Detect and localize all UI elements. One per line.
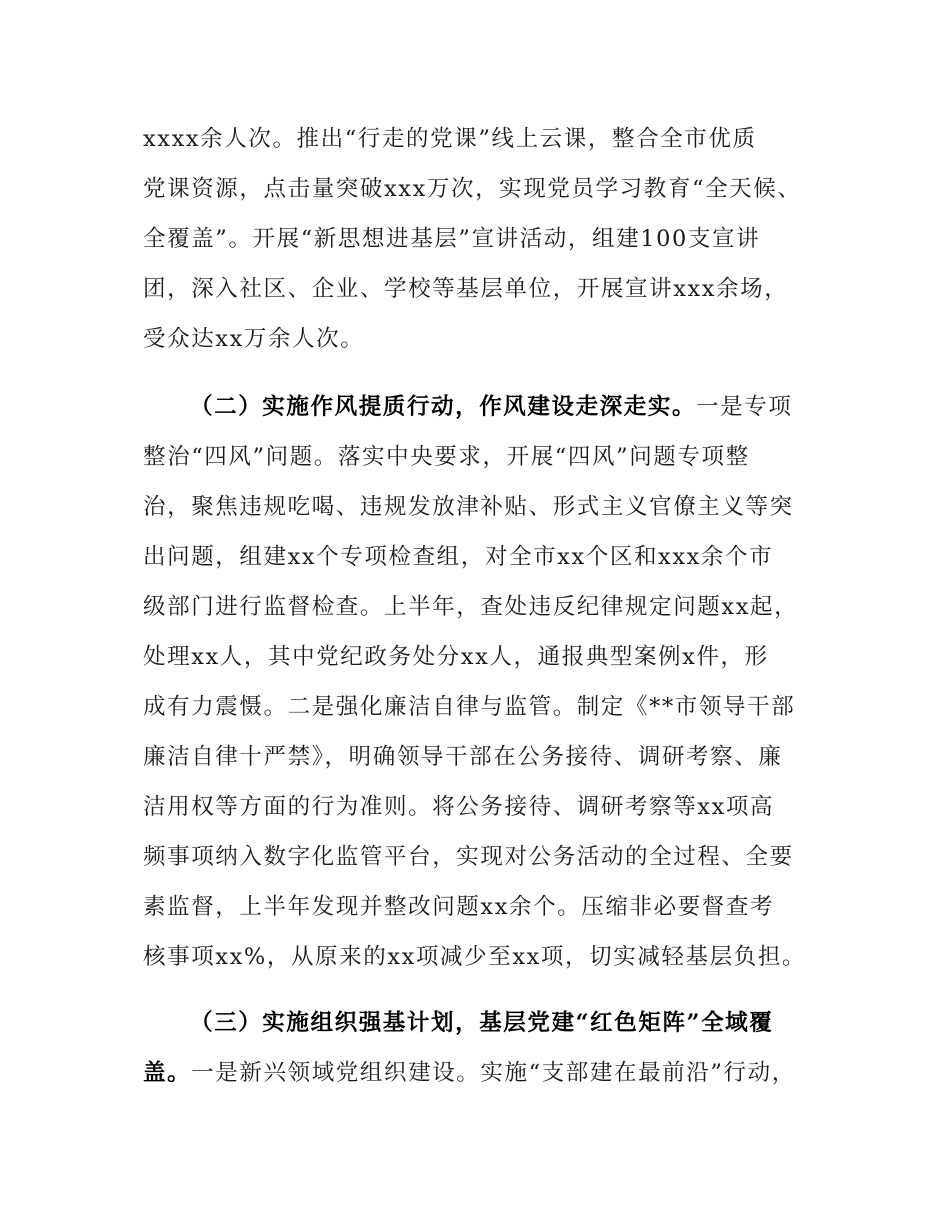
- text-segment: 成有力震慑。二是强化廉洁自律与监管。制定《**市领导干部: [143, 694, 796, 720]
- text-segment: 频事项纳入数字化监管平台，实现对公务活动的全过程、全要: [143, 844, 794, 870]
- section-heading-line: [190, 392, 793, 422]
- text-line: [143, 842, 794, 872]
- text-segment: 素监督，上半年发现并整改问题xx余个。压缩非必要督查考: [143, 894, 775, 920]
- text-segment: 洁用权等方面的行为准则。将公务接待、调研考察等xx项高: [143, 794, 775, 820]
- text-segment: 廉洁自律十严禁》，明确领导干部在公务接待、调研考察、廉: [143, 744, 783, 770]
- text-segment: 处理xx人，其中党纪政务处分xx人，通报典型案例x件，形: [143, 644, 769, 670]
- text-line: [143, 274, 788, 304]
- text-line: [143, 324, 364, 354]
- text-line: [143, 124, 757, 154]
- text-segment: 级部门进行监督检查。上半年，查处违反纪律规定问题xx起，: [143, 594, 799, 620]
- text-line: [143, 174, 801, 204]
- text-segment: 全覆盖”。开展“新思想进基层”宣讲活动，组建100支宣讲: [143, 226, 761, 252]
- text-segment: 一是新兴领域党组织建设。实施“支部建在最前沿”行动，: [191, 1060, 796, 1086]
- text-line: [143, 1058, 796, 1088]
- text-segment: 一是专项: [696, 394, 793, 420]
- text-segment: 团，深入社区、企业、学校等基层单位，开展宣讲xxx余场，: [143, 276, 789, 302]
- text-line: [143, 224, 760, 254]
- text-line: [143, 642, 769, 672]
- section-heading: （三）实施组织强基计划，基层党建“红色矩阵”全域覆: [190, 1010, 774, 1036]
- text-segment: xxxx余人次。推出“行走的党课”线上云课，整合全市优质: [143, 126, 757, 152]
- text-segment: 受众达xx万余人次。: [143, 326, 365, 352]
- section-heading: 盖。: [143, 1060, 192, 1086]
- text-segment: 核事项xx%，从原来的xx项减少至xx项，切实减轻基层负担。: [143, 944, 807, 970]
- text-line: [143, 892, 774, 922]
- text-line: [143, 542, 773, 572]
- text-segment: 治，聚焦违规吃喝、违规发放津补贴、形式主义官僚主义等突: [143, 494, 794, 520]
- text-segment: 党课资源，点击量突破xxx万次，实现党员学习教育“全天候、: [143, 176, 802, 202]
- text-line: [143, 442, 750, 472]
- text-segment: 整治“四风”问题。落实中央要求，开展“四风”问题专项整: [143, 444, 750, 470]
- text-line: [143, 742, 782, 772]
- text-line: [143, 492, 794, 522]
- section-heading: （二）实施作风提质行动，作风建设走深走实。: [190, 394, 697, 420]
- text-line: [143, 592, 798, 622]
- section-heading-line: [190, 1008, 773, 1038]
- text-line: [143, 942, 806, 972]
- text-line: [143, 692, 795, 722]
- text-line: [143, 792, 774, 822]
- text-segment: 出问题，组建xx个专项检查组，对全市xx个区和xxx余个市: [143, 544, 774, 570]
